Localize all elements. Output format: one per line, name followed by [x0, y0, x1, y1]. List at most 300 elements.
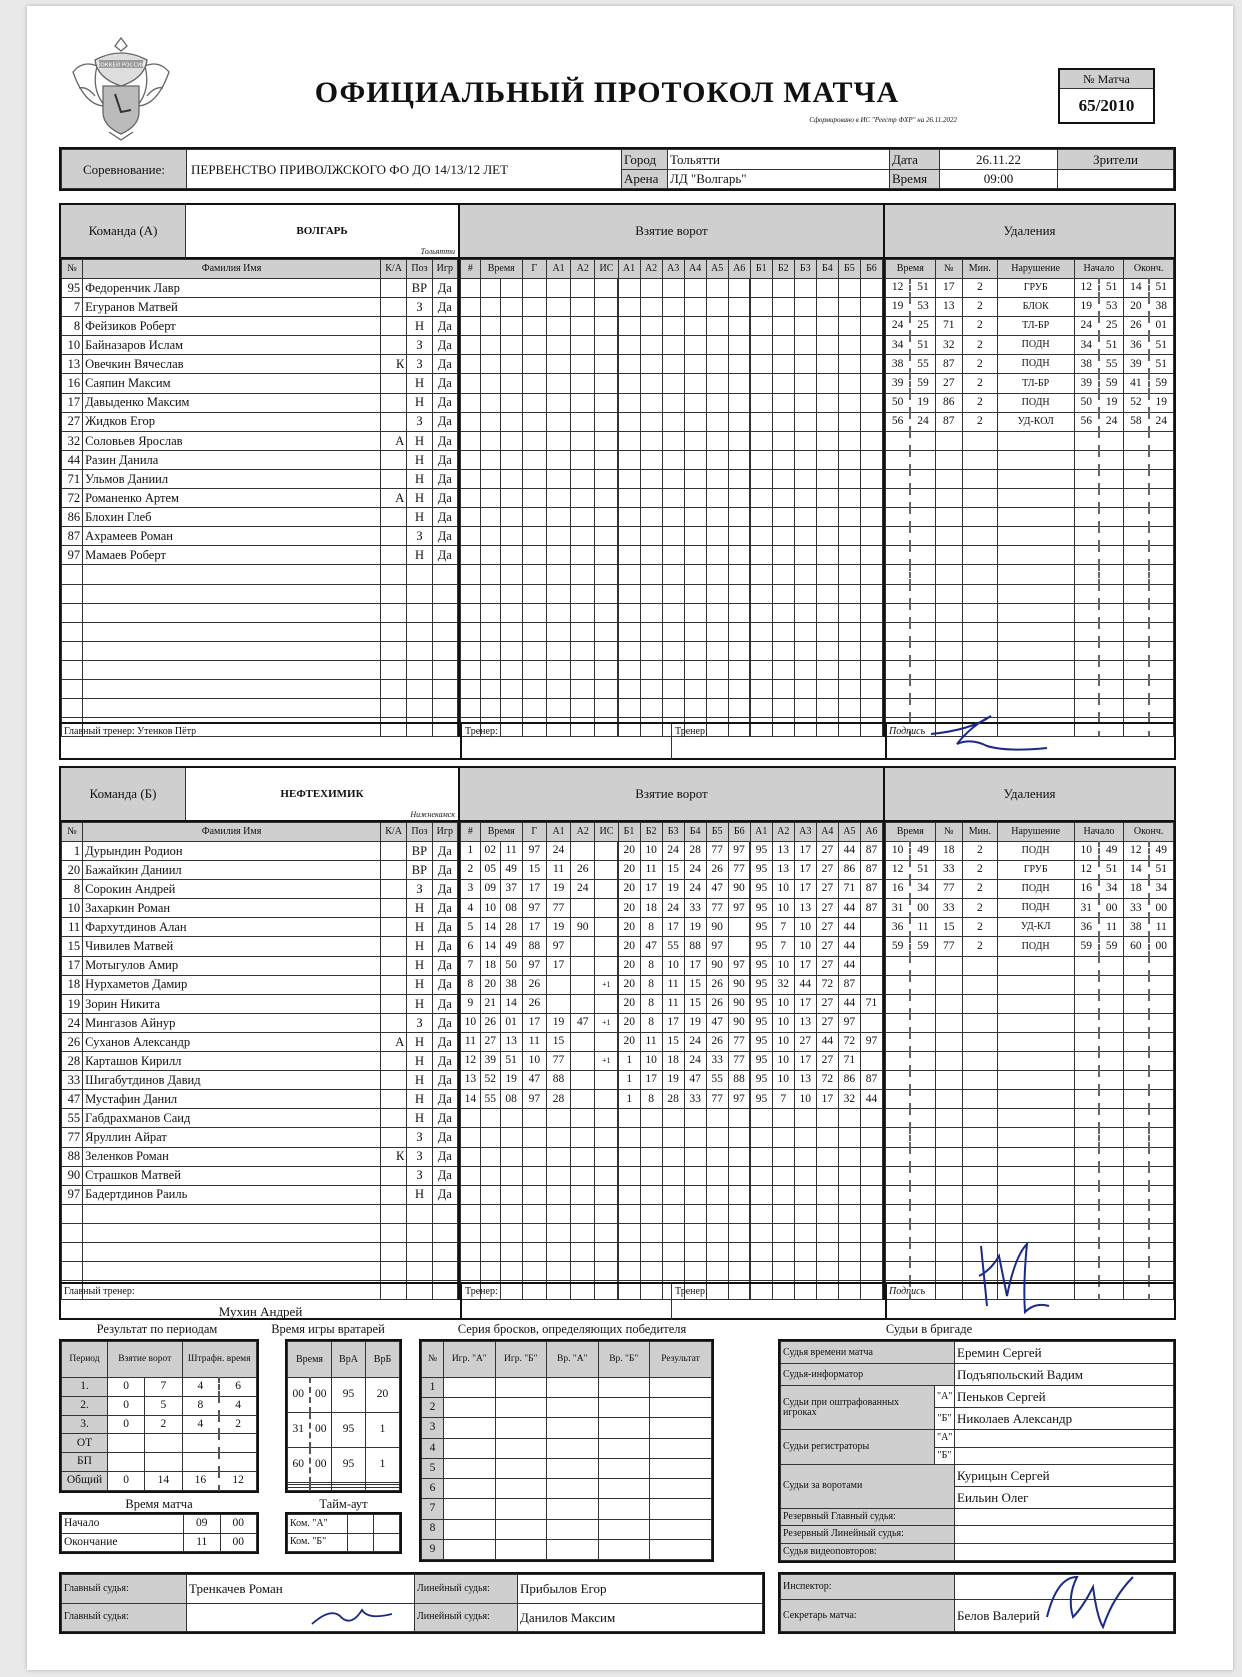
player-name: Страшков Матвей — [83, 1166, 381, 1185]
player-played: Да — [432, 1185, 457, 1204]
goal-cell: 97 — [546, 937, 570, 956]
player-number: 16 — [62, 374, 83, 393]
goal-cell — [461, 1109, 481, 1128]
goal-cell: 26 — [480, 1013, 500, 1032]
penalty-cell: 86 — [935, 393, 962, 412]
goal-cell — [618, 1223, 640, 1242]
a-penalty-row — [886, 660, 1174, 679]
period-pim-col: Штрафн. время — [182, 1342, 257, 1378]
goal-cell: 8 — [640, 1013, 662, 1032]
penalty-cell: 71 — [935, 317, 962, 336]
b-penalty-row — [886, 1090, 1174, 1109]
goal-cell: 15 — [662, 861, 684, 880]
period-name: ОТ — [62, 1434, 108, 1453]
a-player-row — [62, 279, 458, 298]
player-number: 13 — [62, 355, 83, 374]
penalty-cell: 36 — [886, 918, 911, 937]
match-end-label: Окончание — [62, 1533, 184, 1552]
a-goal-row — [461, 508, 883, 527]
team-a-section — [59, 203, 1176, 760]
goal-cell: 8 — [640, 975, 662, 994]
goal-cell: 51 — [500, 1052, 522, 1071]
goal-cell — [860, 355, 882, 374]
goal-cell — [684, 699, 706, 718]
penalty-cell — [1149, 1166, 1174, 1185]
goal-cell — [706, 1166, 728, 1185]
penalty-cell: 24 — [886, 317, 911, 336]
goal-cell — [522, 508, 546, 527]
goal-cell — [772, 1185, 794, 1204]
b-player-row — [62, 1071, 458, 1090]
player-position: Н — [407, 393, 432, 412]
goal-cell — [772, 565, 794, 584]
penalty-cell — [935, 622, 962, 641]
penalty-cell — [997, 489, 1074, 508]
goal-cell — [640, 1204, 662, 1223]
player-name: Мустафин Данил — [83, 1090, 381, 1109]
goal-cell — [684, 279, 706, 298]
goal-cell — [618, 546, 640, 565]
player-captain — [380, 1166, 406, 1185]
goal-cell — [571, 1071, 595, 1090]
penalty-cell — [1149, 975, 1174, 994]
penalty-cell — [1124, 489, 1149, 508]
b-penalty-row — [886, 899, 1174, 918]
period-pim-a — [182, 1453, 219, 1472]
goal-cell — [860, 374, 882, 393]
goal-cell: 55 — [662, 937, 684, 956]
player-name: Зорин Никита — [83, 994, 381, 1013]
goal-cell — [461, 393, 481, 412]
penalty-cell — [910, 1128, 935, 1147]
a-goal-row — [461, 431, 883, 450]
b-goal-row — [461, 994, 883, 1013]
goal-cell — [706, 527, 728, 546]
a-goal-col-9: А4 — [684, 260, 706, 279]
shootout-num: 8 — [422, 1519, 444, 1539]
player-name: Мингазов Айнур — [83, 1013, 381, 1032]
period-name: 3. — [62, 1415, 108, 1434]
goal-cell — [461, 641, 481, 660]
player-number: 28 — [62, 1052, 83, 1071]
a-goal-col-12: Б1 — [750, 260, 772, 279]
period-goals-b: 2 — [145, 1415, 182, 1434]
b-player-row — [62, 1262, 458, 1281]
shootout-num: 2 — [422, 1398, 444, 1418]
penalty-cell — [1074, 956, 1099, 975]
player-position: Н — [407, 1185, 432, 1204]
penalty-cell — [1074, 603, 1099, 622]
penalty-cell: 2 — [962, 412, 997, 431]
goal-cell — [546, 527, 570, 546]
player-number: 10 — [62, 336, 83, 355]
goal-cell — [546, 660, 570, 679]
goal-cell: 10 — [772, 994, 794, 1013]
goal-cell — [728, 1128, 750, 1147]
goal-cell: 47 — [706, 1013, 728, 1032]
player-captain — [380, 918, 406, 937]
goal-cell — [750, 412, 772, 431]
period-row — [62, 1396, 257, 1415]
penalty-cell: 52 — [1124, 393, 1149, 412]
goal-cell — [772, 603, 794, 622]
goal-cell — [480, 660, 500, 679]
a-goal-col-6: А1 — [618, 260, 640, 279]
penalty-cell — [1149, 699, 1174, 718]
goal-cell — [522, 450, 546, 469]
penalty-cell — [997, 546, 1074, 565]
player-played — [432, 622, 457, 641]
goal-cell: 17 — [684, 956, 706, 975]
goal-cell — [500, 450, 522, 469]
goal-cell — [640, 393, 662, 412]
penalty-cell — [1124, 584, 1149, 603]
goal-cell — [728, 1242, 750, 1261]
goal-cell — [772, 336, 794, 355]
penalty-cell — [1074, 1052, 1099, 1071]
goal-cell — [500, 317, 522, 336]
goal-cell: 33 — [684, 1090, 706, 1109]
b-player-row — [62, 918, 458, 937]
goal-cell — [772, 679, 794, 698]
goal-cell — [461, 279, 481, 298]
goal-cell — [662, 1204, 684, 1223]
penalty-cell — [886, 469, 911, 488]
goal-cell — [838, 679, 860, 698]
player-played: Да — [432, 899, 457, 918]
player-number: 71 — [62, 469, 83, 488]
penalty-cell: 59 — [910, 374, 935, 393]
goal-cell — [728, 1166, 750, 1185]
goal-cell: 27 — [816, 937, 838, 956]
match-number-box — [1058, 68, 1155, 124]
goal-cell — [595, 374, 618, 393]
goal-cell: 97 — [728, 956, 750, 975]
line-judge-2-label: Линейный судья: — [415, 1603, 518, 1632]
goal-cell — [480, 1109, 500, 1128]
b-goal-col-12: А1 — [750, 823, 772, 842]
penalty-cell: 12 — [886, 861, 911, 880]
goal-cell — [794, 298, 816, 317]
goal-cell — [772, 1204, 794, 1223]
a-goal-row — [461, 374, 883, 393]
goal-cell — [728, 336, 750, 355]
b-penalty-row — [886, 1013, 1174, 1032]
a-goal-col-3: А1 — [546, 260, 570, 279]
penalty-cell — [886, 1147, 911, 1166]
player-number: 88 — [62, 1147, 83, 1166]
goal-cell — [860, 603, 882, 622]
goal-cell — [480, 584, 500, 603]
goal-cell: 12 — [461, 1052, 481, 1071]
penalty-cell — [1149, 1262, 1174, 1281]
goal-cell — [522, 660, 546, 679]
goal-cell — [750, 298, 772, 317]
penalty-cell — [886, 1032, 911, 1051]
b-penalty-row — [886, 918, 1174, 937]
goal-cell: 17 — [522, 880, 546, 899]
player-name: Мотыгулов Амир — [83, 956, 381, 975]
goal-cell: 21 — [480, 994, 500, 1013]
b-goal-col-1: Время — [480, 823, 522, 842]
period-pim-a — [182, 1434, 219, 1453]
goal-cell — [794, 279, 816, 298]
goal-cell — [595, 1032, 618, 1051]
period-goals-col: Взятие ворот — [108, 1342, 183, 1378]
period-row — [62, 1472, 257, 1491]
goal-cell: 1 — [461, 842, 481, 861]
penalty-cell — [997, 660, 1074, 679]
player-number — [62, 1223, 83, 1242]
goal-cell — [618, 469, 640, 488]
goal-cell: 26 — [706, 861, 728, 880]
penalty-cell — [1124, 641, 1149, 660]
player-name: Суханов Александр — [83, 1032, 381, 1051]
penalty-cell — [1124, 603, 1149, 622]
goal-cell: 87 — [860, 842, 882, 861]
shootout-num: 6 — [422, 1479, 444, 1499]
a-pen-col-inf: Нарушение — [997, 260, 1074, 279]
b-pen-col-inf: Нарушение — [997, 823, 1074, 842]
goal-cell: 19 — [546, 1013, 570, 1032]
match-time-table — [59, 1512, 259, 1554]
penalty-cell: 51 — [1149, 279, 1174, 298]
goal-cell — [706, 469, 728, 488]
goal-cell — [838, 699, 860, 718]
player-name: Мамаев Роберт — [83, 546, 381, 565]
penalty-cell — [1149, 1242, 1174, 1261]
penalty-cell: 41 — [1124, 374, 1149, 393]
goal-cell — [706, 508, 728, 527]
penalty-cell — [935, 660, 962, 679]
goal-cell: 27 — [816, 994, 838, 1013]
penalty-cell: 2 — [962, 298, 997, 317]
goal-cell — [772, 317, 794, 336]
referees-title: Судьи в бригаде — [885, 1322, 973, 1336]
goal-cell — [794, 1128, 816, 1147]
goal-cell: 90 — [706, 956, 728, 975]
goal-cell — [461, 584, 481, 603]
goal-cell — [794, 393, 816, 412]
team-a-coach2-label: Тренер: — [675, 726, 708, 737]
goal-cell — [662, 374, 684, 393]
player-position: Н — [407, 317, 432, 336]
a-player-col-3: Поз — [407, 260, 432, 279]
player-name: Зеленков Роман — [83, 1147, 381, 1166]
match-number: 65/2010 — [1078, 96, 1135, 115]
penalty-cell: 49 — [1149, 842, 1174, 861]
penalty-cell — [1099, 1032, 1124, 1051]
player-played — [432, 1262, 457, 1281]
goal-cell — [794, 1109, 816, 1128]
penalty-cell: 60 — [1124, 937, 1149, 956]
player-played: Да — [432, 994, 457, 1013]
goal-cell — [816, 393, 838, 412]
a-penalty-row — [886, 641, 1174, 660]
goal-cell — [618, 1166, 640, 1185]
goal-cell: 28 — [546, 1090, 570, 1109]
goal-cell: 14 — [461, 1090, 481, 1109]
player-position: ВР — [407, 861, 432, 880]
penalty-cell — [910, 1242, 935, 1261]
goal-cell — [500, 565, 522, 584]
goal-cell: 24 — [662, 842, 684, 861]
player-number: 55 — [62, 1109, 83, 1128]
player-name — [83, 660, 381, 679]
goalie-time-title: Время игры вратарей — [271, 1322, 385, 1336]
penalty-cell: 59 — [910, 937, 935, 956]
goal-cell — [595, 679, 618, 698]
goal-cell: 17 — [662, 918, 684, 937]
goal-cell — [546, 1128, 570, 1147]
penalty-cell: 19 — [910, 393, 935, 412]
team-a-signature — [921, 710, 1061, 756]
penalty-cell: 19 — [1149, 393, 1174, 412]
penalty-cell — [1074, 1071, 1099, 1090]
penalty-cell — [1074, 1242, 1099, 1261]
goal-cell — [595, 699, 618, 718]
goal-cell: 11 — [662, 994, 684, 1013]
goal-cell — [860, 1242, 882, 1261]
goal-cell — [480, 412, 500, 431]
goal-cell — [860, 956, 882, 975]
b-player-row — [62, 1052, 458, 1071]
goal-cell — [546, 431, 570, 450]
goal-cell — [571, 374, 595, 393]
goal-cell: 77 — [706, 1090, 728, 1109]
goal-cell — [684, 508, 706, 527]
goal-cell — [794, 1262, 816, 1281]
penalty-cell: ПОДН — [997, 336, 1074, 355]
goal-cell: 10 — [772, 899, 794, 918]
goal-cell — [706, 622, 728, 641]
b-player-row — [62, 1223, 458, 1242]
goal-cell — [750, 1185, 772, 1204]
a-penalty-row — [886, 527, 1174, 546]
goal-cell — [595, 393, 618, 412]
player-position: Н — [407, 1071, 432, 1090]
goal-cell — [595, 1185, 618, 1204]
goal-cell — [838, 489, 860, 508]
penalty-cell — [1099, 565, 1124, 584]
penalty-cell — [1124, 1128, 1149, 1147]
goal-cell — [772, 1147, 794, 1166]
goal-cell — [728, 1223, 750, 1242]
goal-cell — [522, 374, 546, 393]
goal-cell — [728, 508, 750, 527]
gk-b — [366, 1488, 400, 1491]
penalty-cell: 51 — [910, 336, 935, 355]
timeout-a-label: Ком. "А" — [288, 1515, 348, 1534]
goal-cell: 95 — [750, 975, 772, 994]
goal-cell — [794, 527, 816, 546]
penalty-cell: 77 — [935, 937, 962, 956]
penalty-cell — [1074, 622, 1099, 641]
player-played: Да — [432, 546, 457, 565]
gk-a — [332, 1488, 366, 1491]
player-number: 95 — [62, 279, 83, 298]
secretary-label: Секретарь матча: — [781, 1600, 955, 1632]
match-time-title: Время матча — [125, 1497, 193, 1511]
goal-cell — [595, 603, 618, 622]
b-player-row — [62, 975, 458, 994]
penalty-cell — [935, 546, 962, 565]
goal-cell — [816, 527, 838, 546]
goal-cell — [640, 412, 662, 431]
penalty-cell — [997, 469, 1074, 488]
penalty-cell — [997, 450, 1074, 469]
timekeeper: Еремин Сергей — [955, 1342, 1174, 1364]
goal-cell — [706, 317, 728, 336]
goal-cell — [500, 412, 522, 431]
player-number: 77 — [62, 1128, 83, 1147]
penalty-cell — [1124, 1032, 1149, 1051]
goal-cell: 15 — [546, 1032, 570, 1051]
penalty-cell — [935, 1052, 962, 1071]
goal-cell — [522, 1262, 546, 1281]
goal-cell — [662, 1147, 684, 1166]
penalty-cell — [935, 1262, 962, 1281]
shootout-num: 7 — [422, 1499, 444, 1519]
player-number: 24 — [62, 1013, 83, 1032]
player-position: Н — [407, 1109, 432, 1128]
goal-cell — [662, 336, 684, 355]
goal-cell: 47 — [640, 937, 662, 956]
player-captain — [380, 861, 406, 880]
a-goal-row — [461, 699, 883, 718]
penalty-cell — [910, 1166, 935, 1185]
shootout-num: 9 — [422, 1539, 444, 1559]
goal-cell: 26 — [522, 994, 546, 1013]
goal-cell — [500, 279, 522, 298]
goal-cell — [816, 1204, 838, 1223]
a-penalty-row — [886, 679, 1174, 698]
goal-cell — [728, 699, 750, 718]
goal-cell — [816, 1262, 838, 1281]
goal-cell — [640, 546, 662, 565]
player-position: Н — [407, 508, 432, 527]
a-penalty-row — [886, 431, 1174, 450]
penalty-cell — [935, 603, 962, 622]
goal-cell — [794, 622, 816, 641]
goal-cell: 17 — [522, 918, 546, 937]
penalty-cell — [1149, 1052, 1174, 1071]
penalty-cell — [962, 956, 997, 975]
goal-cell — [838, 1147, 860, 1166]
goal-cell: 47 — [571, 1013, 595, 1032]
goal-cell — [571, 1223, 595, 1242]
goal-cell — [684, 1262, 706, 1281]
goal-cell — [860, 1147, 882, 1166]
goal-cell — [860, 1185, 882, 1204]
goal-cell — [684, 660, 706, 679]
player-captain — [380, 298, 406, 317]
b-pen-col-end: Оконч. — [1124, 823, 1174, 842]
goal-cell — [706, 279, 728, 298]
player-number: 11 — [62, 918, 83, 937]
team-a-city: Тольятти — [420, 247, 455, 256]
b-penalty-row — [886, 937, 1174, 956]
period-goals-a — [108, 1453, 145, 1472]
goal-cell — [500, 298, 522, 317]
timeout-title: Тайм-аут — [319, 1497, 368, 1511]
goal-cell — [461, 527, 481, 546]
goal-cell: 24 — [662, 899, 684, 918]
a-player-row — [62, 508, 458, 527]
penalty-cell: 10 — [886, 842, 911, 861]
goal-cell: 97 — [706, 937, 728, 956]
penalty-cell — [886, 431, 911, 450]
